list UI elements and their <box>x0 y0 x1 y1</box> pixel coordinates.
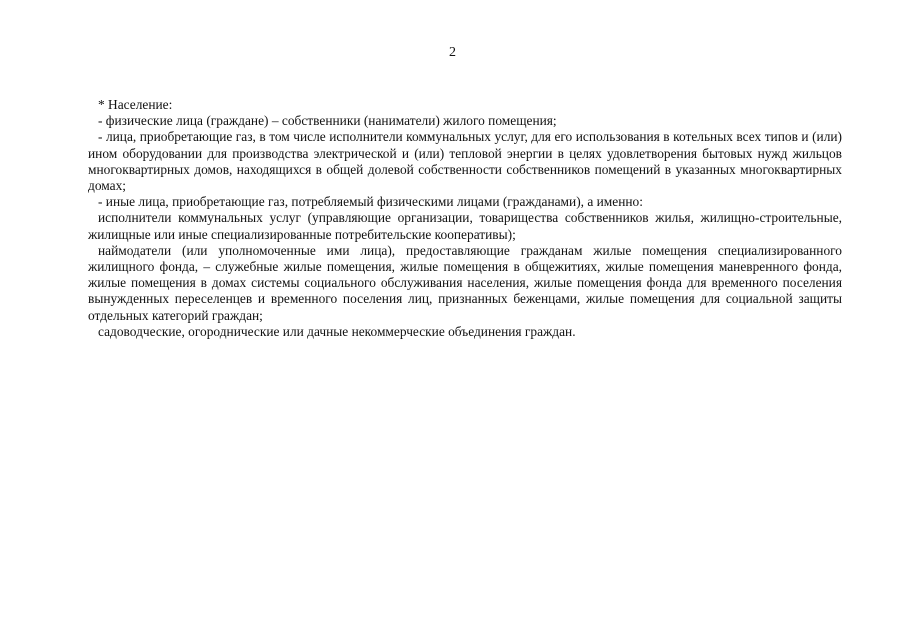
paragraph-garden-associations: садоводческие, огороднические или дачные некоммерческие объединения граждан. <box>98 323 576 339</box>
section-heading: * Население: <box>98 97 173 112</box>
document-body <box>88 97 842 340</box>
paragraph-individuals: - физические лица (граждане) – собственники (наниматели) жилого помещения; <box>98 113 557 129</box>
paragraph-gas-buyers: - лица, приобретающие газ, в том числе исполнители коммунальных услуг, для его использования в котельных всех типов и (или) ином оборудовании для производства электрической и (или) тепловой энергии в целях удовлетворения бытовых нужд жильцов многоквартирных домов, находящихся в общей долевой собственности собственников помещений в указанных многоквартирных домах; <box>88 129 842 194</box>
paragraph-other-persons: - иные лица, приобретающие газ, потребляемый физическими лицами (гражданами), а именно: <box>98 194 643 210</box>
paragraph-utility-providers: исполнители коммунальных услуг (управляющие организации, товарищества собственников жилья, жилищно-строительные, жилищные или иные специализированные потребительские кооперативы); <box>88 210 842 242</box>
page-number: 2 <box>449 45 456 60</box>
paragraph-landlords: наймодатели (или уполномоченные ими лица), предоставляющие гражданам жилые помещения специализированного жилищного фонда, – служебные жилые помещения, жилые помещения в общежитиях, жилые помещения маневренного фонда, жилые помещения в домах системы социального обслуживания населения, жилые помещения фонда для временного поселения вынужденных переселенцев и временного поселения лиц, признанных беженцами, жилые помещения для социальной защиты отдельных категорий граждан; <box>88 242 842 323</box>
